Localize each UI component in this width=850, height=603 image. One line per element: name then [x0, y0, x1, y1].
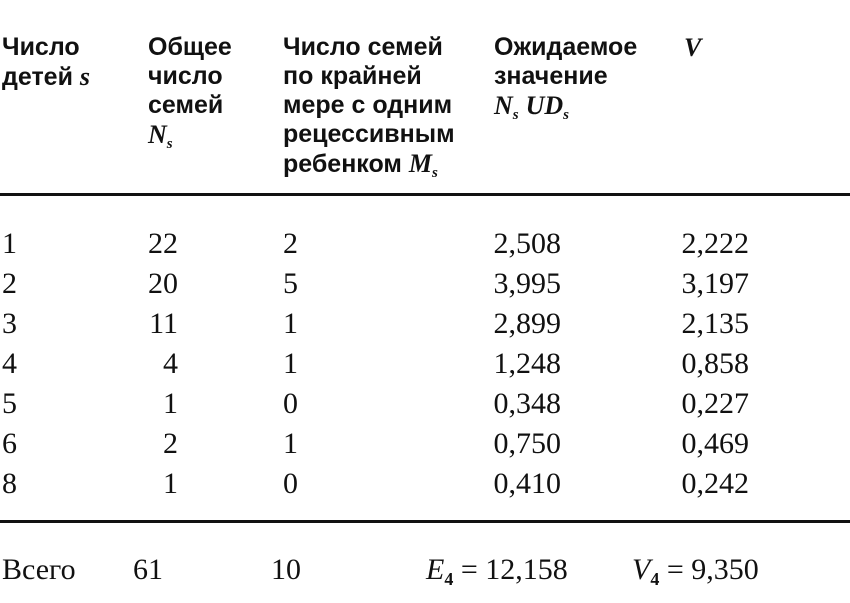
cell-e: 3,995 [493, 267, 561, 300]
total-n: 61 [133, 553, 163, 586]
cell-s: 8 [2, 467, 17, 500]
cell-m: 5 [283, 267, 298, 300]
cell-v: 2,135 [681, 307, 749, 340]
cell-n: 20 [148, 267, 178, 300]
header-line [148, 120, 232, 154]
cell-s: 4 [2, 347, 17, 380]
cell-n: 1 [163, 387, 178, 420]
header-expected-value [494, 33, 637, 125]
header-line: семей [148, 91, 224, 119]
cell-v: 0,858 [681, 347, 749, 380]
header-line: детей s [2, 62, 91, 91]
cell-s: 5 [2, 387, 17, 420]
cell-n: 1 [163, 467, 178, 500]
header-line: ребенком $M_s$ [283, 149, 438, 181]
header-variance [684, 33, 701, 63]
cell-n: 4 [163, 347, 178, 380]
cell-e: 1,248 [493, 347, 561, 380]
header-line: Число семей [283, 33, 443, 61]
cell-e: 0,750 [493, 427, 561, 460]
total-variance: $V_4 = 9,350$ [632, 553, 759, 589]
header-var: s [79, 62, 91, 91]
header-rule [0, 193, 850, 196]
header-total-families [148, 33, 232, 154]
cell-v: 3,197 [681, 267, 749, 300]
header-var-sub: s [432, 165, 438, 181]
cell-s: 2 [2, 267, 17, 300]
total-label: Всего [2, 553, 76, 586]
cell-m: 1 [283, 347, 298, 380]
header-var-sub: s [166, 136, 173, 152]
cell-e: 2,508 [493, 227, 561, 260]
cell-m: 1 [283, 307, 298, 340]
cell-e: 0,348 [493, 387, 561, 420]
header-line: Ожидаемое [494, 33, 638, 61]
cell-m: 0 [283, 467, 298, 500]
cell-m: 0 [283, 387, 298, 420]
cell-e: 0,410 [493, 467, 561, 500]
header-line: по крайней [283, 62, 422, 90]
header-var: M [408, 149, 432, 178]
header-line: рецессивным [283, 120, 455, 148]
total-expected: $E_4 = 12,158$ [426, 553, 568, 589]
cell-v: 0,227 [681, 387, 749, 420]
header-line: мере с одним [283, 91, 453, 119]
header-children-count [2, 33, 90, 92]
cell-s: 6 [2, 427, 17, 460]
header-formula: $N_s$ $UD_s$ [494, 91, 569, 123]
cell-n: 2 [163, 427, 178, 460]
cell-v: 0,242 [681, 467, 749, 500]
total-m: 10 [271, 553, 301, 586]
cell-m: 1 [283, 427, 298, 460]
cell-e: 2,899 [493, 307, 561, 340]
header-line: число [148, 62, 223, 90]
header-line: значение [494, 62, 608, 90]
cell-m: 2 [283, 227, 298, 260]
header-var: N [148, 120, 167, 149]
cell-s: 1 [2, 227, 17, 260]
cell-n: 11 [149, 307, 178, 340]
cell-n: 22 [148, 227, 178, 260]
header-recessive-families [283, 33, 455, 183]
header-line: V [684, 33, 702, 62]
cell-s: 3 [2, 307, 17, 340]
footer-rule [0, 520, 850, 523]
header-line: Число [2, 33, 80, 61]
cell-v: 0,469 [681, 427, 749, 460]
header-line: Общее [148, 33, 232, 61]
cell-v: 2,222 [681, 227, 749, 260]
